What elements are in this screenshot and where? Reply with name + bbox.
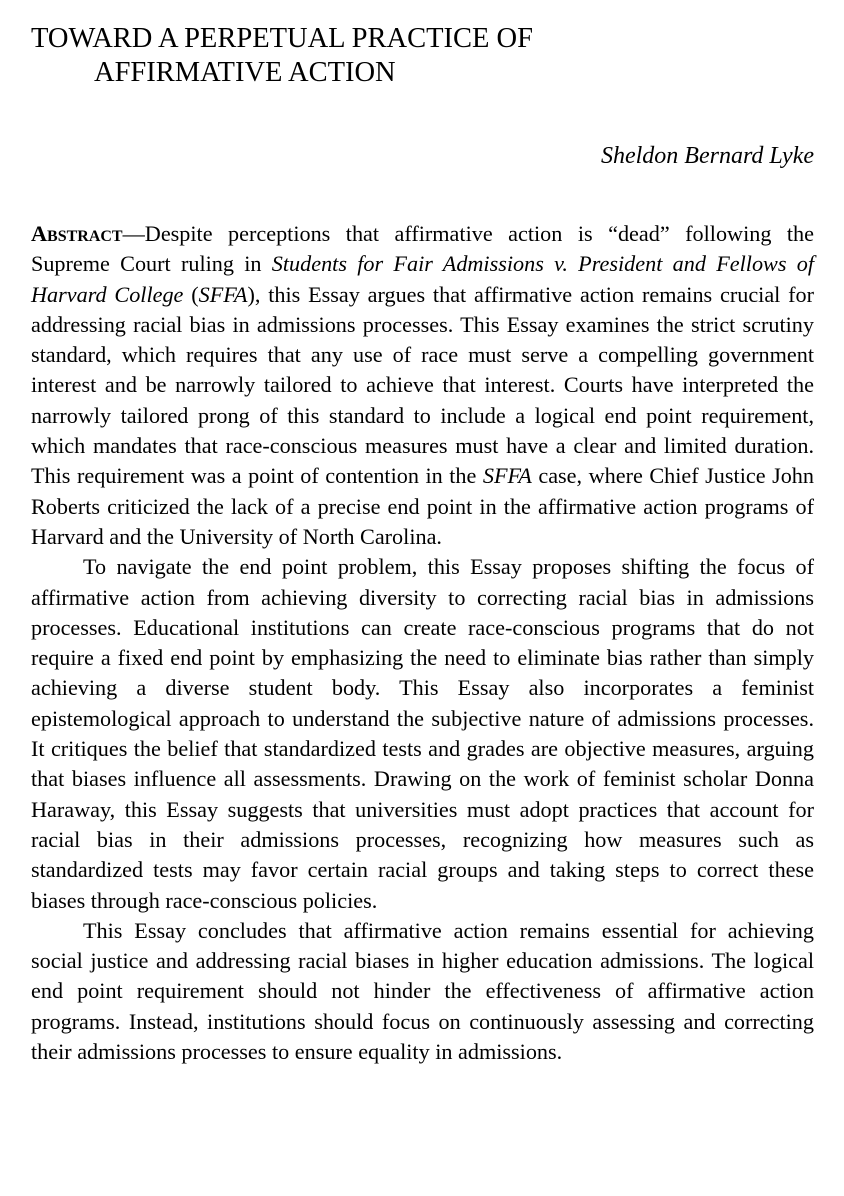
case-name: Students for Fair Admissions v. President and Fellows of Harvard College bbox=[31, 251, 815, 307]
abstract-dash: — bbox=[122, 221, 145, 246]
case-short-name-2: SFFA bbox=[482, 463, 532, 489]
abstract-p1-text-4: case, where Chief Justice John Roberts criticized the lack of a precise end point in the affirmative action programs of Harvard and the University of North Carolina. bbox=[31, 463, 814, 549]
abstract-paragraph-3: This Essay concludes that affirmative action remains essential for achieving social justice and addressing racial biases in higher education admissions. The logical end point requirement should not hinder the effectiveness of affirmative action programs. Instead, institutions should focus on continuously assessing and correcting their admissions processes to ensure equality in admissions. bbox=[31, 917, 814, 1065]
abstract-paragraph-1 bbox=[31, 219, 814, 552]
document-page bbox=[31, 22, 814, 1067]
abstract-p1-text-3: ), this Essay argues that affirmative action remains crucial for addressing racial bias in admissions processes. This Essay examines the strict scrutiny standard, which requires that any use of race must serve a compelling government interest and be narrowly tailored to achieve that interest. Courts have interpreted the narrowly tailored prong of this standard to include a logical end point requirement, which mandates that race-conscious measures must have a clear and limited duration. This requirement was a point of contention in the bbox=[31, 281, 815, 489]
article-title bbox=[31, 22, 814, 90]
abstract-p1-text-2: ( bbox=[183, 281, 199, 307]
case-short-name: SFFA bbox=[198, 281, 248, 307]
abstract-section bbox=[31, 219, 814, 1067]
author-name: Sheldon Bernard Lyke bbox=[600, 143, 814, 169]
abstract-paragraph-2: To navigate the end point problem, this Essay proposes shifting the focus of affirmative action from achieving diversity to correcting racial bias in admissions processes. Educational institutions can create race-conscious programs that do not require a fixed end point by emphasizing the need to eliminate bias rather than simply achieving a diverse student body. This Essay also incorporates a feminist epistemological approach to understand the subjective nature of admissions processes. It critiques the belief that standardized tests and grades are objective measures, arguing that biases influence all assessments. Drawing on the work of feminist scholar Donna Haraway, this Essay suggests that universities must adopt practices that account for racial bias in their admissions processes, recognizing how measures such as standardized tests may favor certain racial groups and taking steps to correct these biases through race-conscious policies. bbox=[31, 554, 814, 913]
abstract-p1-text-1: Despite perceptions that affirmative action is “dead” following the Supreme Court ruling in bbox=[31, 221, 814, 277]
title-line-1: TOWARD A PERPETUAL PRACTICE OF bbox=[31, 23, 533, 54]
title-line-2: AFFIRMATIVE ACTION bbox=[94, 57, 396, 88]
abstract-label: Abstract bbox=[31, 221, 123, 246]
